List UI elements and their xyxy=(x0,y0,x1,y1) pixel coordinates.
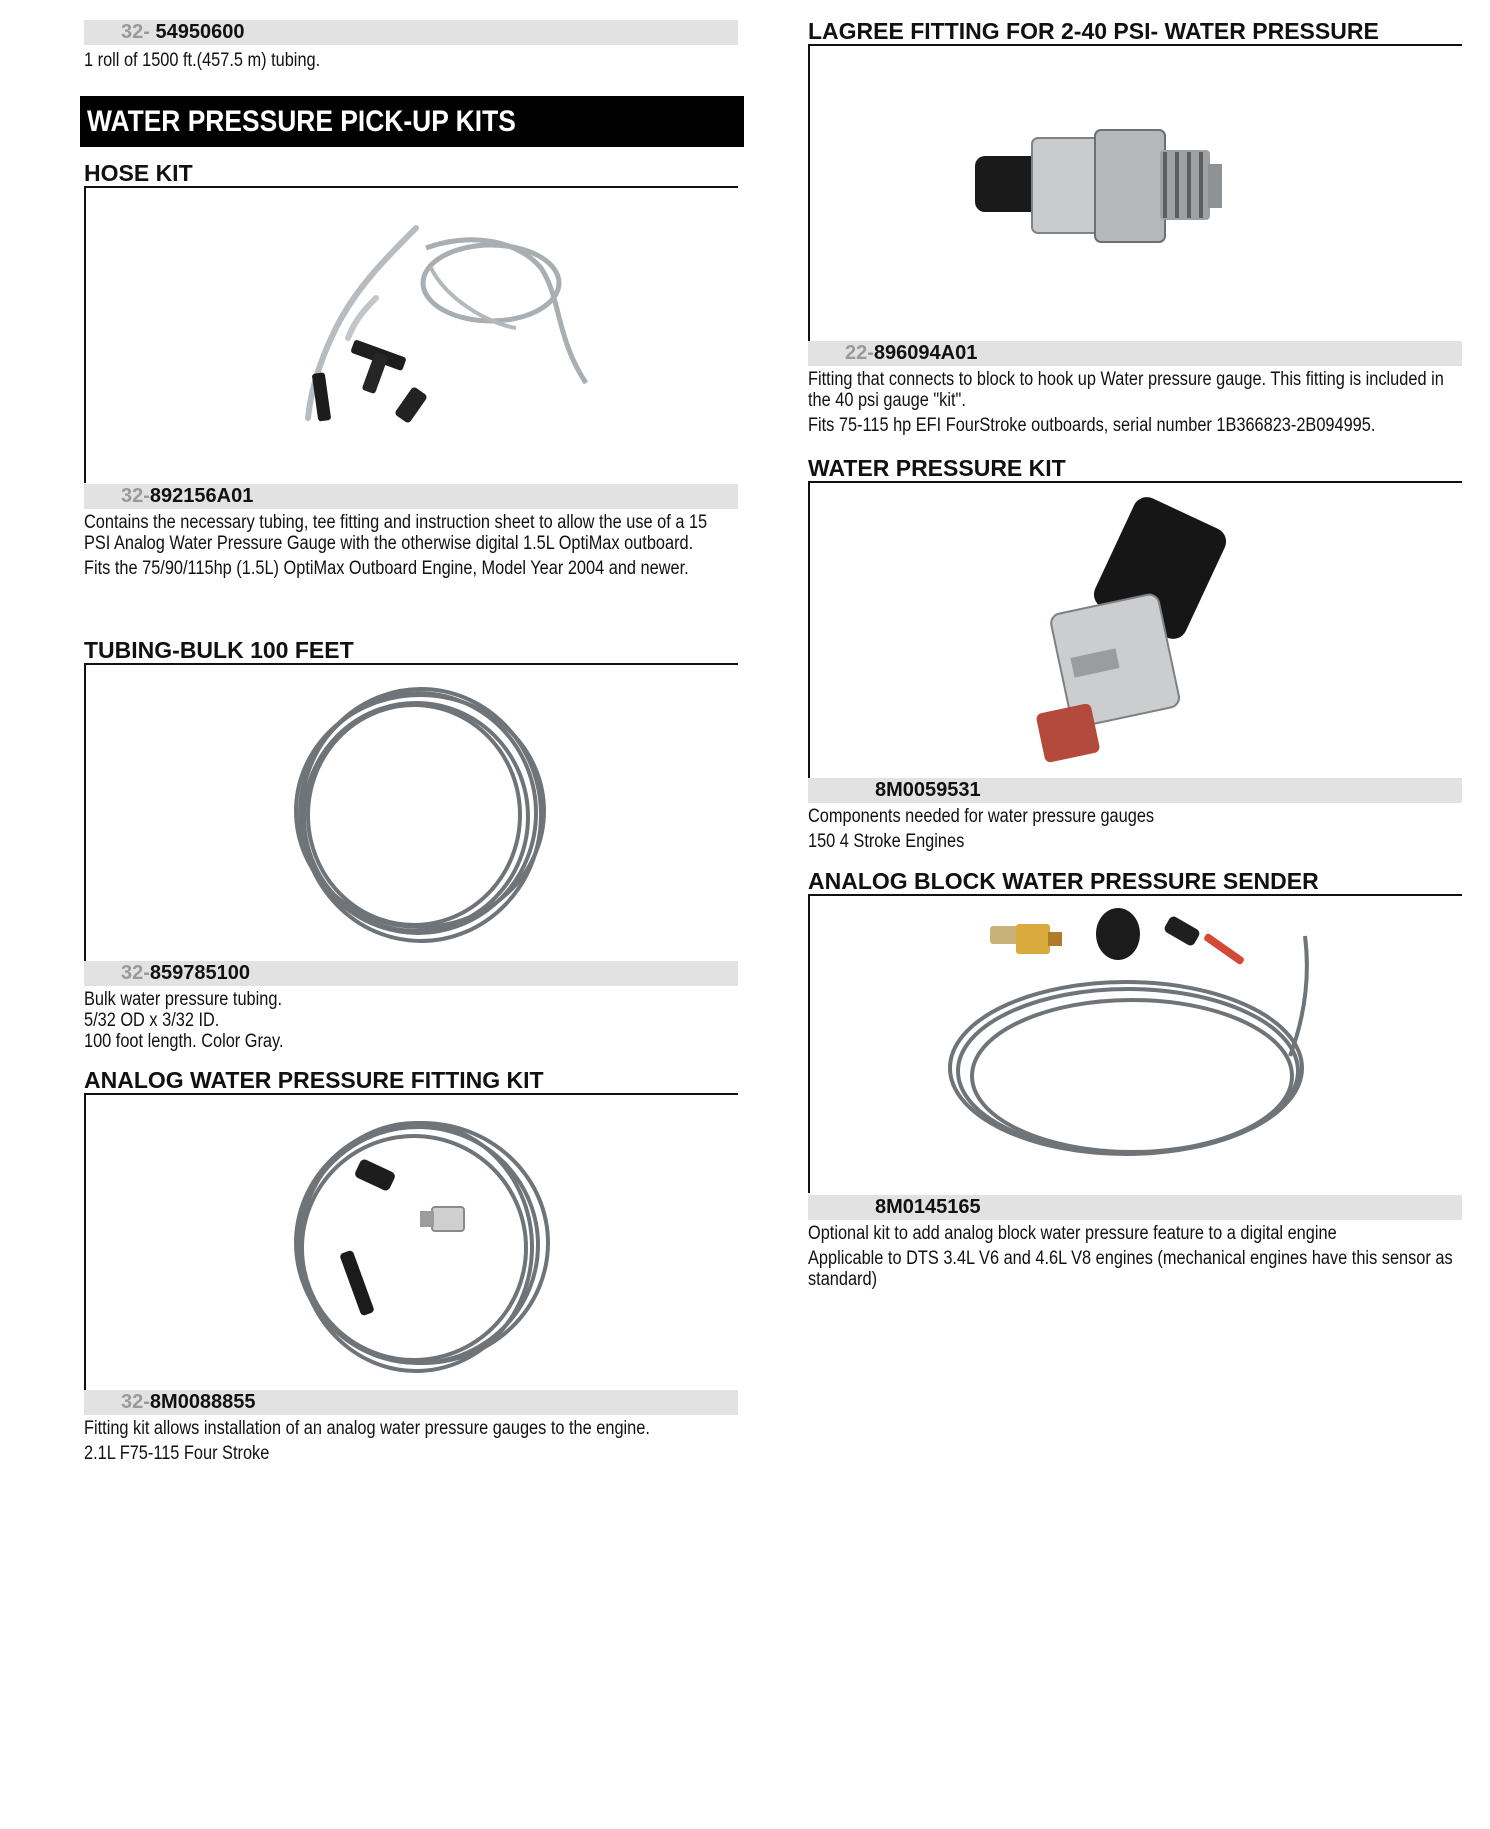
part-number: 859785100 xyxy=(149,962,251,984)
product-description xyxy=(808,806,1460,852)
brass-sender xyxy=(990,924,1062,954)
section-title-banner xyxy=(80,96,744,147)
tubing-coil-image xyxy=(86,665,738,961)
part-number-prefix: 32- xyxy=(121,21,156,43)
tubing-coil xyxy=(950,936,1307,1154)
brass-fitting-image xyxy=(810,46,1462,341)
part-number-bar xyxy=(84,484,738,509)
red-pin xyxy=(1203,933,1245,966)
part-number-bar xyxy=(808,341,1462,366)
part-number-prefix: 32- xyxy=(121,1391,150,1413)
product-title-text: HOSE KIT xyxy=(84,160,193,186)
part-number-bar xyxy=(84,961,738,986)
product-description xyxy=(808,369,1460,436)
product-title-water-pressure-kit xyxy=(808,455,1462,483)
sender-kit-photo xyxy=(808,896,1462,1193)
product-title-lagree-fitting xyxy=(808,18,1462,46)
description-paragraph: Fitting that connects to block to hook up Water pressure gauge. This fitting is included in the 40 psi gauge "kit". xyxy=(808,369,1444,411)
tubing-coil xyxy=(296,1123,548,1371)
barb-connector xyxy=(312,372,332,421)
part-number: 892156A01 xyxy=(149,485,254,507)
lagree-fitting xyxy=(975,130,1222,242)
brass-fitting xyxy=(420,1207,464,1231)
description-paragraph: Optional kit to add analog block water pressure feature to a digital engine xyxy=(808,1223,1337,1244)
part-number-bar xyxy=(808,778,1462,803)
part-number: 8M0088855 xyxy=(149,1391,256,1413)
description-paragraph: Fits 75-115 hp EFI FourStroke outboards, serial number 1B366823-2B094995. xyxy=(808,415,1376,436)
brass-fitting-photo xyxy=(808,46,1462,341)
product-title-text: WATER PRESSURE KIT xyxy=(808,455,1066,481)
union-connector xyxy=(394,386,428,424)
part-number-bar xyxy=(84,20,738,45)
tee-fitting xyxy=(350,339,406,394)
product-title-text: LAGREE FITTING FOR 2-40 PSI- WATER PRESSURE xyxy=(808,18,1379,44)
product-title-text: TUBING-BULK 100 FEET xyxy=(84,637,354,663)
part-number: 54950600 xyxy=(155,21,245,43)
barb-connector xyxy=(339,1250,375,1317)
product-title-text: ANALOG WATER PRESSURE FITTING KIT xyxy=(84,1067,544,1093)
product-title-fitting-kit xyxy=(84,1067,738,1095)
union-connector xyxy=(1163,915,1201,948)
fitting-kit-photo xyxy=(84,1095,738,1390)
part-number-bar xyxy=(808,1195,1462,1220)
tubing-coil-photo xyxy=(84,665,738,961)
section-title: WATER PRESSURE PICK-UP KITS xyxy=(87,105,516,138)
part-number-prefix: 32- xyxy=(121,485,150,507)
product-description xyxy=(84,1418,736,1464)
hose-coil xyxy=(423,245,559,321)
description-line: 100 foot length. Color Gray. xyxy=(84,1031,284,1052)
pressure-sensor-photo xyxy=(808,483,1462,778)
description-paragraph: Fits the 75/90/115hp (1.5L) OptiMax Outboard Engine, Model Year 2004 and newer. xyxy=(84,558,689,579)
product-description xyxy=(84,989,736,1052)
product-title-hose-kit xyxy=(84,160,738,188)
part-number-bar xyxy=(84,1390,738,1415)
description-paragraph: 2.1L F75-115 Four Stroke xyxy=(84,1443,270,1464)
product-description xyxy=(808,1223,1460,1290)
union-connector xyxy=(354,1158,397,1192)
product-title-tubing-bulk xyxy=(84,637,738,665)
pressure-sensor-image xyxy=(810,483,1462,778)
description-paragraph: 150 4 Stroke Engines xyxy=(808,831,965,852)
description-paragraph: Fitting kit allows installation of an analog water pressure gauges to the engine. xyxy=(84,1418,650,1439)
hose-kit-image xyxy=(86,188,738,483)
sensor-cap xyxy=(1096,908,1140,960)
description-paragraph: Applicable to DTS 3.4L V6 and 4.6L V8 engines (mechanical engines have this sensor as standard) xyxy=(808,1248,1453,1290)
product-title-sender xyxy=(808,868,1462,896)
product-description xyxy=(84,50,736,71)
description-paragraph: Components needed for water pressure gauges xyxy=(808,806,1155,827)
fitting-kit-image xyxy=(86,1095,738,1390)
part-number: 896094A01 xyxy=(873,342,978,364)
description-paragraph: Contains the necessary tubing, tee fitting and instruction sheet to allow the use of a 15 PSI Analog Water Pressure Gauge with the otherwise digital 1.5L OptiMax outboard. xyxy=(84,512,708,554)
description-line: 5/32 OD x 3/32 ID. xyxy=(84,1010,220,1031)
tubing-coil xyxy=(296,689,544,941)
right-column xyxy=(808,0,1462,1829)
product-title-text: ANALOG BLOCK WATER PRESSURE SENDER xyxy=(808,868,1319,894)
pressure-sensor xyxy=(1035,492,1230,763)
part-number: 8M0059531 xyxy=(875,779,981,801)
left-column xyxy=(84,0,738,1829)
description-text: 1 roll of 1500 ft.(457.5 m) tubing. xyxy=(84,50,321,71)
part-number-prefix: 32- xyxy=(121,962,150,984)
part-number-prefix: 22- xyxy=(845,342,874,364)
part-number: 8M0145165 xyxy=(875,1196,981,1218)
product-description xyxy=(84,512,736,579)
sender-kit-image xyxy=(810,896,1462,1193)
hose-kit-photo xyxy=(84,188,738,483)
description-line: Bulk water pressure tubing. xyxy=(84,989,283,1010)
